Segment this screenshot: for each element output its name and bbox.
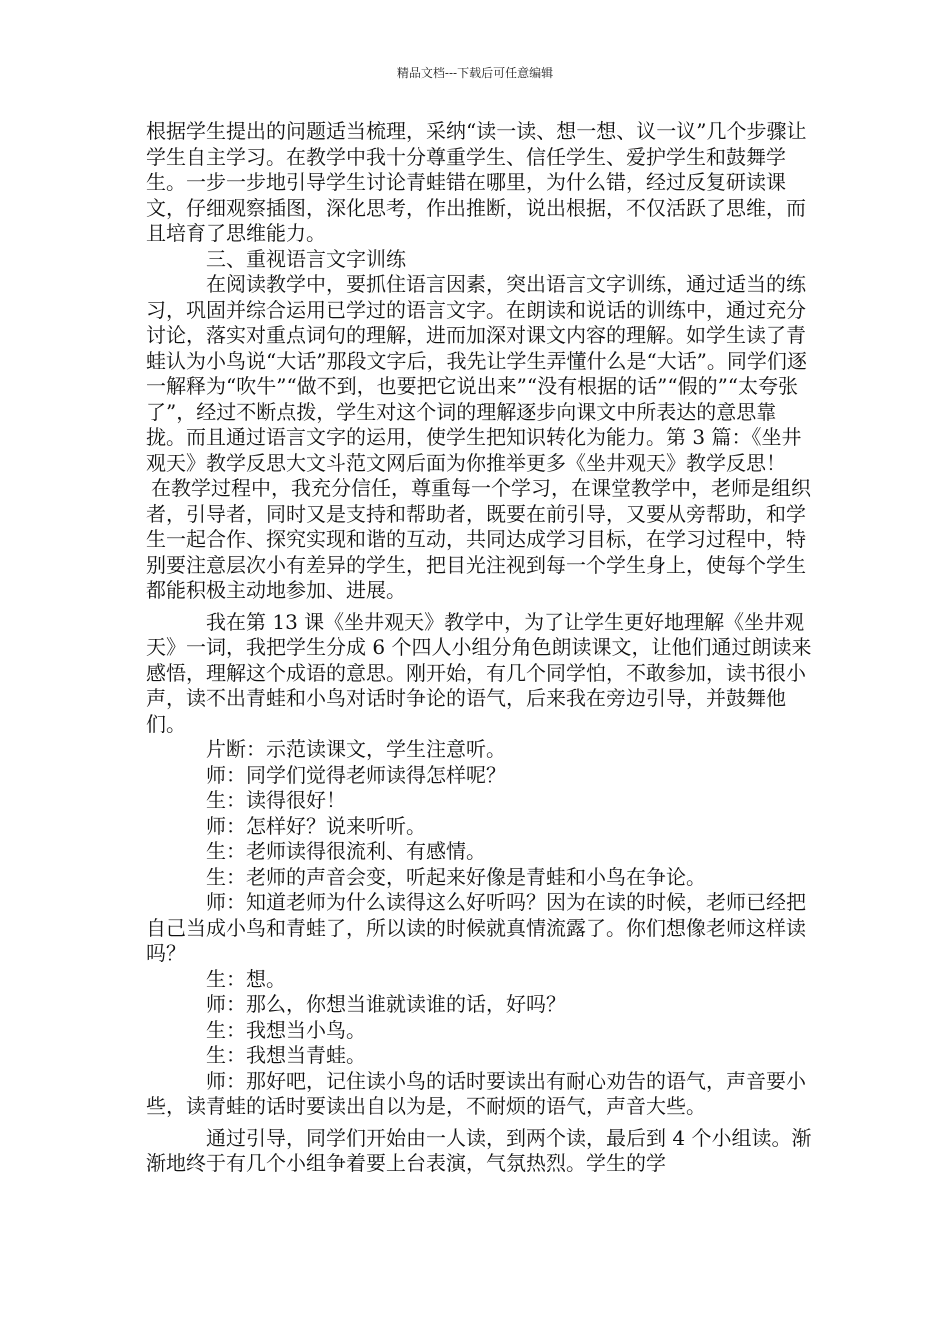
dialogue-line: 生：老师的声音会变，听起来好像是青蛙和小鸟在争论。 — [206, 864, 706, 889]
dialogue-line: 师：知道老师为什么读得这么好听吗？因为在读的时候，老师已经把自己当成小鸟和青蛙了，所以读的时候就真情流露了。你们想像老师这样读吗？ — [146, 890, 806, 965]
dialogue-line: 生：我想当青蛙。 — [206, 1043, 366, 1067]
paragraph-5: 通过引导，同学们开始由一人读，到两个读，最后到 4 个小组读。渐渐地终于有几个小组争着要上台表演，气氛热烈。学生的学 — [146, 1125, 812, 1175]
paragraph-4: 我在第 13 课《坐井观天》教学中，为了让学生更好地理解《坐井观天》一词，我把学生分成 6 个四人小组分角色朗读课文，让他们通过朗读来感悟，理解这个成语的意思。刚开始，有几个同学怕，不敢参加，读书很小声，读不出青蛙和小鸟对话时争论的语气，后来我在旁边引导，并鼓舞他们。 — [146, 609, 812, 736]
dialogue-line: 生：读得很好！ — [206, 788, 346, 812]
paragraph-1: 根据学生提出的问题适当梳理，采纳“读一读、想一想、议一议”几个步骤让学生自主学习。在教学中我十分尊重学生、信任学生、爱护学生和鼓舞学生。一步一步地引导学生讨论青蛙错在哪里，为什么错，经过反复研读课文，仔细观察插图，深化思考，作出推断，说出根据，不仅活跃了思维，而且培育了思维能力。 — [146, 119, 807, 245]
paragraph-3: 在教学过程中，我充分信任，尊重每一个学习，在课堂教学中，老师是组织者，引导者，同时又是支持和帮助者，既要在前引导，又要从旁帮助，和学生一起合作、探究实现和谐的互动，共同达成学习目标，在学习过程中，特别要注意层次小有差异的学生，把目光注视到每一个学生身上，使每个学生都能积极主动地参加、进展。 — [146, 476, 811, 602]
dialogue-line: 生：老师读得很流利、有感情。 — [206, 839, 486, 863]
dialogue-line: 片断：示范读课文，学生注意听。 — [206, 737, 506, 761]
dialogue-line: 师：那好吧，记住读小鸟的话时要读出有耐心劝告的语气，声音要小些，读青蛙的话时要读出自以为是，不耐烦的语气，声音大些。 — [146, 1068, 806, 1118]
dialogue-line: 师：那么，你想当谁就读谁的话，好吗？ — [206, 992, 566, 1016]
document-body — [146, 119, 816, 1177]
dialogue-line: 生：想。 — [206, 966, 286, 991]
section-heading: 三、重视语言文字训练 — [206, 246, 406, 271]
dialogue-line: 生：我想当小鸟。 — [206, 1017, 366, 1042]
dialogue-line: 师：同学们觉得老师读得怎样呢？ — [206, 762, 506, 787]
dialogue-line: 师：怎样好？说来听听。 — [206, 813, 426, 838]
page-header: 精品文档---下载后可任意编辑 — [396, 66, 554, 80]
paragraph-2: 在阅读教学中，要抓住语言因素，突出语言文字训练，通过适当的练习，巩固并综合运用已学过的语言文字。在朗读和说话的训练中，通过充分讨论，落实对重点词句的理解，进而加深对课文内容的理解。如学生读了青蛙认为小鸟说“大话”那段文字后，我先让学生弄懂什么是“大话”。同学们逐一解释为“吹牛”“做不到，也要把它说出来”“没有根据的话”“假的”“太夸张了”，经过不断点拨，学生对这个词的理解逐步向课文中所表达的意思靠拢。而且通过语言文字的运用，使学生把知识转化为能力。第 3 篇：《坐井观天》教学反思大文斗范文网后面为你推举更多《坐井观天》教学反思！ — [146, 272, 807, 475]
